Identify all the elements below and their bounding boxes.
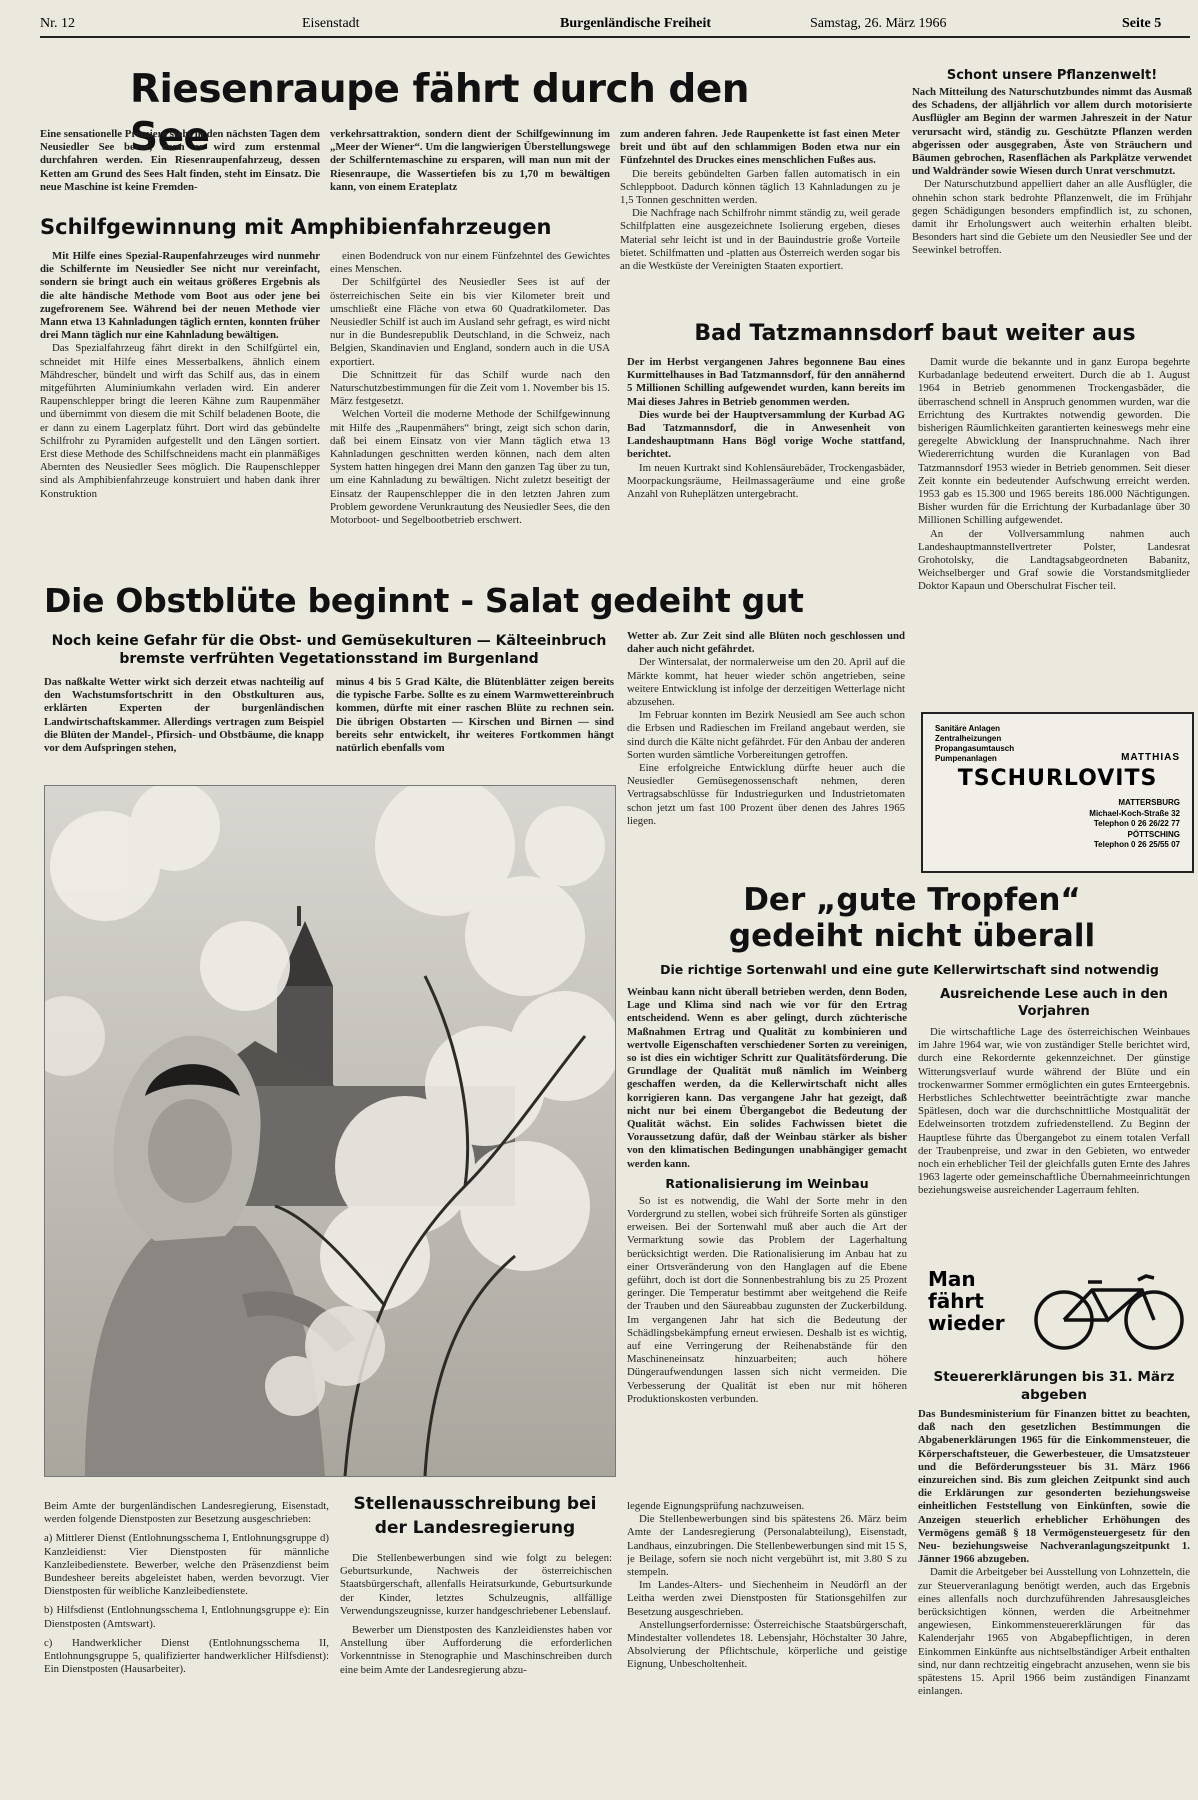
- obstbluete-col3: [627, 630, 905, 868]
- ad-fahrrad: [918, 1262, 1190, 1354]
- obstbluete-lead-col3: Wetter ab. Zur Zeit sind alle Blüten noch geschlossen und daher auch nicht gefährdet.: [627, 630, 905, 656]
- stellen-item-b: b) Hilfsdienst (Entlohnungsschema I, Entlohnungsgruppe e): Ein Dienstposten (Amtswart).: [44, 1604, 329, 1630]
- ad-street: Michael-Koch-Straße 32: [1089, 808, 1180, 818]
- stellen-headline: Stellenausschreibung bei der Landesregierung: [353, 1494, 597, 1538]
- riesenraupe-lead-col1: Eine sensationelle Premiere steht in den nächsten Tagen dem Neusiedler See bevor, denn er wird zum erstenmal durchfahren werden. Ein Riesenraupenfahrzeug, dessen Ketten am Grund des Sees Halt finden, steht im Einsatz. Die neue Maschine ist keine Fremden-: [40, 128, 320, 193]
- wein-col1: [627, 986, 907, 1482]
- pflanzenwelt-body: [912, 86, 1192, 306]
- tatzmannsdorf-lead: Der im Herbst vergangenen Jahres begonnene Bau eines Kurmittelhauses in Bad Tatzmannsdorf, für den annähernd 5 Millionen Schilling aufgewendet wurden, kann bereits im Mai dieses Jahres in Betrieb genommen werden.: [627, 356, 905, 408]
- tatzmannsdorf-paragraph: Damit wurde die bekannte und in ganz Europa begehrte Kurbadanlage bedeutend erweitert. Durch die ab 1. August 1964 in Betrieb genommenen Trockengasbäder, die überraschend schnell in Anspruch genommen wurden, war die Errichtung des Kurtraktes notwendig geworden. Die bisherigen Räumlichkeiten garantierten keineswegs mehr eine geregelte Abwicklung der Inanspruchnahme. Nach ihrer Wiedererrichtung wurden die Kuranlagen von Bad Tatzmannsdorf 1953 wieder in Betrieb genommen. Seit dieser Zeit konnte ein bedeutender Aufschwung erreicht werden. 1953 gab es 15.300 und 1965 bereits 186.000 Nächtigungen. Bisher wurden für die Errichtung der Kurbadanlage über 30 Millionen Schilling aufgewendet.: [918, 356, 1190, 527]
- stellen-col1: [44, 1500, 329, 1790]
- wein-headline: [632, 882, 1192, 954]
- steuer-body: [918, 1408, 1190, 1788]
- page-header: [40, 14, 1190, 38]
- stellen-paragraph: Im Landes-Alters- und Siechenheim in Neudörfl an der Leitha werden zwei Dienstposten für Stationsgehilfen zur Besetzung ausgeschrieben.: [627, 1579, 907, 1618]
- riesenraupe-paragraph: Die Nachfrage nach Schilfrohr nimmt ständig zu, weil gerade Schilfplatten eine ausgezeichnete Isolierung ergeben, dieses Material sehr leicht ist und in der Bauindustrie große Vorteile bietet. Schilfmatten und -platten aus Österreich werden sogar bis an die Westküste der Vereinigten Staaten exportiert.: [620, 207, 900, 273]
- stellen-paragraph: Die Stellenbewerbungen sind wie folgt zu belegen: Geburtsurkunde, Nachweis der österreichischen Staatsbürgerschaft, allenfalls Heiratsurkunde, Geburtsurkunde der Kinder, letztes Schulzeugnis, allfällige Verwendungszeugnisse, kurzer handgeschriebener Lebenslauf.: [340, 1552, 612, 1617]
- riesenraupe-headline: Riesenraupe fährt durch den See: [130, 67, 750, 160]
- wein-subheadline: Die richtige Sortenwahl und eine gute Kellerwirtschaft sind notwendig: [660, 962, 1159, 977]
- tatzmannsdorf-headline: Bad Tatzmannsdorf baut weiter aus: [694, 321, 1136, 346]
- ad-phone: Telephon 0 26 26/22 77: [1093, 819, 1180, 828]
- pflanzenwelt-lead: Nach Mitteilung des Naturschutzbundes nimmt das Ausmaß des Schadens, der alljährlich vor allem durch motorisierte Ausflügler am Beginn der warmen Jahreszeit in der Natur verursacht wird, ständig zu. Geschützte Pflanzen werden abgerissen oder ausgegraben, Äste von Sträuchern und Bäumen gebrochen, Rasenflächen als Parkplätze verwendet und Waldränder sowie Wiesen durch Unrat verschmutzt.: [912, 86, 1192, 178]
- ad-slogan-line: wieder: [928, 1311, 1005, 1335]
- obstbluete-lead-col2: minus 4 bis 5 Grad Kälte, die Blütenblätter zeigen bereits die typische Farbe. Sollte es zu einem Warmwettereinbruch kommen, dürfte mit einer raschen Blüte zu rechnen sein. Die übrigen Obstarten — Kirschen und Birnen — sind bereits sehr entwickelt, ihr weiteres Fortkommen hängt natürlich ebenfalls vom: [336, 676, 614, 755]
- obstbluete-subheadline: Noch keine Gefahr für die Obst- und Gemüsekulturen — Kälteeinbruch bremste verfrühten Vegetationsstand im Burgenland: [51, 633, 607, 667]
- schilfgewinnung-paragraph: Die Schnittzeit für das Schilf wurde nach den Naturschutzbestimmungen für die Zeit vom 1. November bis 15. März festgesetzt.: [330, 368, 610, 408]
- pflanzenwelt-paragraph: Der Naturschutzbund appelliert daher an alle Ausflügler, die ohnehin schon stark bedrohte Pflanzenwelt, die im Frühjahr gegen Schädigungen besonders empfindlich ist, zu schonen, damit ihr Erholungswert auch weiterhin erhalten bleibt. Besonders hart sind die Gebiete um den Neusiedler See und der Seewinkel betroffen.: [912, 178, 1192, 257]
- ad-service-item: Propangasumtausch: [935, 744, 1015, 753]
- bicycle-icon: [1030, 1266, 1188, 1352]
- stellen-paragraph: Die Stellenbewerbungen sind bis spätestens 26. März beim Amte der Landesregierung (Personalabteilung), Eisenstadt, Landhaus, einzubringen. Die Stellenbewerbungen sind mit 15 S, je Beilage, sofern sie noch nicht vergebührt ist, mit 3.80 S zu stempeln.: [627, 1513, 907, 1579]
- obstbluete-paragraph: Eine erfolgreiche Entwicklung dürfte heuer auch die Neusiedler Gemüsegenossenschaft nehmen, deren Vertragsabschlüsse für Industriegurken und Industrietomaten schon jetzt um fast 100 Prozent über denen des Jahres 1965 liegen.: [627, 762, 905, 827]
- stellen-paragraph: legende Eignungsprüfung nachzuweisen.: [627, 1500, 805, 1512]
- steuer-headline: Steuererklärungen bis 31. März abgeben: [933, 1369, 1175, 1403]
- stellen-item-c: c) Handwerklicher Dienst (Entlohnungsschema II, Entlohnungsgruppe 5, qualifizierter handwerklicher Hilfsdienst): Ein Dienstposten (Hausarbeiter).: [44, 1636, 329, 1676]
- pflanzenwelt-headline: Schont unsere Pflanzenwelt!: [946, 68, 1158, 83]
- ad-phone: Telephon 0 26 25/55 07: [1093, 840, 1180, 849]
- stellen-col3: [627, 1500, 907, 1788]
- place: Eisenstadt: [302, 16, 360, 31]
- ad-service-item: Pumpenanlagen: [935, 754, 997, 763]
- wein-col2: [918, 986, 1190, 1248]
- schilfgewinnung-subheadline: Schilfgewinnung mit Amphibienfahrzeugen: [40, 215, 552, 239]
- steuer-paragraph: Damit die Arbeitgeber bei Ausstellung von Lohnzetteln, die zur Steuerveranlagung benötigt werden, auch das Ergebnis eines allenfalls noch durchzuführenden Jahresausgleiches berücksichtigen können, werden die Arbeitnehmer angewiesen, Einkommensteuererklärungen für das Kalenderjahr 1965 von Abgabepflichtigen, in deren Einkommen Einkünfte aus nichtselbständiger Arbeit enthalten sind, nur dann rechtzeitig eingebracht anzusehen, wenn sie bis spätestens 15. April 1966 beim zuständigen Finanzamt einlangen.: [918, 1566, 1190, 1698]
- ad-services: [935, 724, 1085, 764]
- stellen-paragraph: Anstellungserfordernisse: Österreichische Staatsbürgerschaft, Mindestalter vollendetes 18. Lebensjahr, Höchstalter 30 Jahre, Absolvierung der Pflichtschule, körperliche und geistige Eignung, Unbescholtenheit.: [627, 1618, 907, 1671]
- ad-first-name: MATTHIAS: [1121, 752, 1180, 763]
- wein-headline-line2: gedeiht nicht überall: [728, 918, 1096, 954]
- schilfgewinnung-paragraph: einen Bodendruck von nur einem Fünfzehntel des Gewichtes eines Menschen.: [330, 250, 610, 276]
- stellen-intro: Beim Amte der burgenländischen Landesregierung, Eisenstadt, werden folgende Dienstposten zur Besetzung ausgeschrieben:: [44, 1500, 329, 1526]
- obstbluete-headline: Die Obstblüte beginnt - Salat gedeiht gut: [44, 581, 804, 620]
- wein-paragraph: Die wirtschaftliche Lage des österreichischen Weinbaues im Jahre 1964 war, wie von zuständiger Stelle berichtet wird, durch eine Rekordernte gekennzeichnet. Der günstige Witterungsverlauf wurde während der Blüte und ein trockenwarmer Sommer ermöglichten ein gutes Ernteergebnis. Herbstliches Schlechtwetter beeinträchtigte zwar manche Spätlesen, doch war die durchschnittliche Mostqualität der Edelweinsorten trotzdem zufriedenstellend. Zu Beginn der Hauptlese führte das Übergangebot zu einem totalen Verfall der Traubenpreise, und zwar in den Gebieten, wo entweder noch ein erheblicher Teil der gleichfalls guten Ernte des Jahres 1963 lagerte oder gemeinschaftliche Übernahmeeinrichtungen beziehungsweise ausreichender Lagerraum fehlten.: [918, 1026, 1190, 1197]
- wein-lead: Weinbau kann nicht überall betrieben werden, denn Boden, Lage und Klima sind nach wie vor für den Ertrag entscheidend. Wenn es aber gelingt, durch züchterische Maßnahmen Ertrag und Qualität zu kombinieren und wertvolle Eigenschaften verschiedener Sorten zu vereinigen, so ist dies ein wichtiger Schritt zur Qualitätsförderung. Die Grundlage der Qualität muß nämlich im Weinberg geschaffen werden, da die Kellerwirtschaft nicht alles korrigieren kann. Das vergangene Jahr hat gezeigt, daß nicht nur bei einem Übergangebot die Bedeutung der Qualität wächst. Ein solides Fachwissen bietet die Voraussetzung dafür, daß der Weinbau stärker als bisher von den klimatischen Bedingungen unabhängiger gemacht werden kann.: [627, 986, 907, 1170]
- ad-slogan-line: fährt: [928, 1289, 984, 1313]
- ad-addresses: [1089, 798, 1180, 851]
- lese-subheadline: Ausreichende Lese auch in den Vorjahren: [940, 987, 1168, 1019]
- schilfgewinnung-lead: Mit Hilfe eines Spezial-Raupenfahrzeuges wird nunmehr die Schilfernte im Neusiedler See nicht nur vereinfacht, sondern sie bringt auch ein weitaus größeres Ergebnis als die alte händische Methode vom Boot aus oder jene bei zugefrorenem See. Während bei der neuen Methode vier Mann etwa 13 Kahnladungen täglich ernten, konnten früher drei Mann täglich nur eine Kahnladung bewältigen.: [40, 250, 320, 342]
- tatzmannsdorf-col2: [918, 356, 1190, 712]
- riesenraupe-lead-col2: verkehrsattraktion, sondern dient der Schilfgewinnung im „Meer der Wiener“. Um die langwierigen Überstellungswege der Schilferntemaschine zu ersparen, will man nun mit der Riesenraupe, die Wassertiefen bis zu 1,70 m bewältigen kann, von einem Erateplatz: [330, 128, 610, 193]
- ad-tschurlovits: [921, 712, 1194, 873]
- stellen-paragraph: Bewerber um Dienstposten des Kanzleidienstes haben vor Anstellung über Aufforderung die erforderlichen Vorkenntnisse in Stenographie und Maschinschreiben durch eine beim Amte der Landesregierung abzu-: [340, 1624, 612, 1676]
- issue-date: Samstag, 26. März 1966: [810, 16, 947, 31]
- ad-town: MATTERSBURG: [1118, 798, 1180, 807]
- ad-company-name: TSCHURLOVITS: [957, 766, 1158, 791]
- rationalisierung-subheadline: Rationalisierung im Weinbau: [665, 1175, 869, 1191]
- ad-slogan-line: Man: [928, 1267, 976, 1291]
- schilfgewinnung-paragraph: Der Schilfgürtel des Neusiedler Sees ist auf der österreichischen Seite ein bis vier Kilometer breit und umschließt eine Fläche von etwa 60 Quadratkilometer. Das Neusiedler Schilf ist auch im Ausland sehr gefragt, es wird nicht nur in die Bundesrepublik Deutschland, in die Schweiz, nach Belgien, Skandinavien und England, sondern auch in die USA exportiert.: [330, 276, 610, 368]
- obstbluete-paragraph: Im Februar konnten im Bezirk Neusiedl am See auch schon die Erbsen und Radieschen im Freiland angebaut werden, sie sind durch die Kälte nicht gefährdet. Für den Anbau der anderen Sorten wurden sämtliche Vorbereitungen getroffen.: [627, 709, 905, 761]
- schilfgewinnung-paragraph: Welchen Vorteil die moderne Methode der Schilfgewinnung mit Hilfe des „Raupenmähers“ bringt, zeigt sich schon darin, daß bei einem Einsatz von vier Mann täglich etwa 13 Kahnladungen geschnitten werden können, nach dem alten System hatten hingegen drei Mann den ganzen Tag über zu tun, um eine Kahnladung zu bewältigen. Nicht zuletzt beseitigt der Einsatz der Raupenschlepper die in den letzten Jahren zum Problem gewordene Verunkrautung des Neusiedler Sees, die den Motorboot- und Segelbootbetrieb erschwert.: [330, 408, 610, 527]
- obstbluete-lead-col1: Das naßkalte Wetter wirkt sich derzeit etwas nachteilig auf den Wachstumsfortschritt in den Obstkulturen aus, erklärten Experten der burgenländischen Landwirtschaftskammer. Allerdings vertragen zum Beispiel die Blüten der Mandel-, Pfirsich- und Obstbäume, die knapp vor dem Aufspringen stehen,: [44, 676, 324, 755]
- tatzmannsdorf-paragraph: Im neuen Kurtrakt sind Kohlensäurebäder, Trockengasbäder, Moorpackungsräume, Heilmassageräume und eine große Anzahl von Ruheplätzen untergebracht.: [627, 461, 905, 501]
- riesenraupe-col3: [620, 128, 900, 308]
- wein-paragraph: So ist es notwendig, die Wahl der Sorte mehr in den Vordergrund zu stellen, wobei sich frühreife Sorten als günstiger erweisen. Bei der Sortenwahl muß aber auch die Art der Vermarktung sowie das Problem der Lagerhaltung berücksichtigt werden. Die Rationalisierung im Anbau hat zu einer Ortsveränderung von den Hanglagen auf die Ebene geführt, doch ist dort die Sonnenbestrahlung bis zu 25 Prozent geringer. Die Temperatur bestimmt aber weitgehend die Reife der Trauben und den Säureabbau zugunsten der Zuckerbildung. Im vergangenen Jahr hat sich die Bedeutung der Schädlingsbekämpfung erneut erwiesen. Deshalb ist es wichtig, auf eine Verringerung der Reihenabstände für den Maschineneinsatz hinzuarbeiten; auch höhere Düngeraufwendungen lassen sich nicht vermeiden. Die Verbesserung der Qualität ist eben nur mit höheren Produktionskosten verbunden.: [627, 1194, 907, 1405]
- obstbluete-paragraph: Der Wintersalat, der normalerweise um den 20. April auf die Märkte kommt, hat heuer wieder schön angetrieben, seine weitere Entwicklung ist infolge der derzeitigen Wetterlage nicht abzusehen.: [627, 656, 905, 709]
- page-label: Seite 5: [1122, 16, 1162, 31]
- blossom-photo: [44, 785, 616, 1477]
- page-number: Nr. 12: [40, 16, 75, 31]
- schilfgewinnung-col2: [330, 250, 610, 568]
- stellen-col2: [340, 1552, 612, 1788]
- ad-fahrrad-slogan: [928, 1268, 1005, 1334]
- tatzmannsdorf-lead2: Dies wurde bei der Hauptversammlung der Kurbad AG Bad Tatzmannsdorf, die in Anwesenheit von Landeshauptmann Hans Bögl vorige Woche stattfand, berichtet.: [627, 408, 905, 461]
- riesenraupe-paragraph: Die bereits gebündelten Garben fallen automatisch in ein Schleppboot. Dadurch können täglich 13 Kahnladungen zu je 1,5 Tonnen geschnitten werden.: [620, 167, 900, 207]
- ad-service-item: Sanitäre Anlagen: [935, 724, 1001, 733]
- blossom-photo-image: [45, 786, 615, 1476]
- riesenraupe-lead-col3: zum anderen fahren. Jede Raupenkette ist fast einen Meter breit und übt auf den schlammigen Boden etwa nur ein Fünfzehntel des Druckes eines menschlichen Fußes aus.: [620, 128, 900, 167]
- tatzmannsdorf-paragraph: An der Vollversammlung nahmen auch Landeshauptmannstellvertreter Polster, Landesrat Grohotolsky, die Landtagsabgeordneten Babanitz, Weichselberger und Graf sowie die Vorstandsmitglieder Doktor Kapaun und Oberschulrat Fischer teil.: [918, 527, 1190, 593]
- paper-name: Burgenländische Freiheit: [560, 16, 712, 31]
- steuer-lead: Das Bundesministerium für Finanzen bittet zu beachten, daß nach den gesetzlichen Bestimmungen die Abgabenerklärungen 1965 für die Einkommensteuer, die Körperschaftsteuer, die Gewerbesteuer, die Umsatzsteuer und die Beförderungssteuer bis 31. März 1966 einzureichen sind. Bis zum gleichen Zeitpunkt sind auch die Erklärungen zur gesonderten beziehungsweise einheitlichen Feststellung von Einkünften, sowie die Anzeigen steuerlich erheblicher Erhöhungen des Vermögens gemäß § 18 Vermögensteuergesetz für den Neu- beziehungsweise Nachveranlagungszeitpunkt 1. Jänner 1966 abzugeben.: [918, 1408, 1190, 1566]
- tatzmannsdorf-col1: [627, 356, 905, 566]
- stellen-item-a: a) Mittlerer Dienst (Entlohnungsschema I, Entlohnungsgruppe d) Kanzleidienst: Vier Dienstposten für männliche Kanzleibedienstete. Bewerber, welche den Präsenzdienst beim Bundesheer bereits abgeleistet haben, werden bevorzugt. Vier Dienstposten für weibliche Kanzleibedienstete.: [44, 1532, 329, 1598]
- ad-service-item: Zentralheizungen: [935, 734, 1002, 743]
- schilfgewinnung-col1: [40, 250, 320, 568]
- ad-town: PÖTTSCHING: [1127, 829, 1180, 839]
- wein-headline-line1: Der „gute Tropfen“: [743, 882, 1081, 918]
- schilfgewinnung-paragraph: Das Spezialfahrzeug fährt direkt in den Schilfgürtel ein, schneidet mit Hilfe eines Messerbalkens, ähnlich einem Mähdrescher, bündelt und wirft das Schilf aus, das in einem mitgeführten Aluminiumkahn verladen wird. Ein anderer Raupenschlepper bringt die leeren Kähne zum Raupenmäher und übernimmt von diesem die mit Schilf beladenen Boote, die er dann zu einem Lagerplatz führt. Dort wird das gebündelte Schilfrohr zu Pyramiden aufgestellt und den Längen sortiert. Erst diese Methode des Schilfschneidens macht ein planmäßiges Abernten des Neusiedler Sees möglich. Die Raupenschlepper sind als Amphibienfahrzeuge konstruiert und haben dank ihrer Konstruktion: [40, 342, 320, 500]
